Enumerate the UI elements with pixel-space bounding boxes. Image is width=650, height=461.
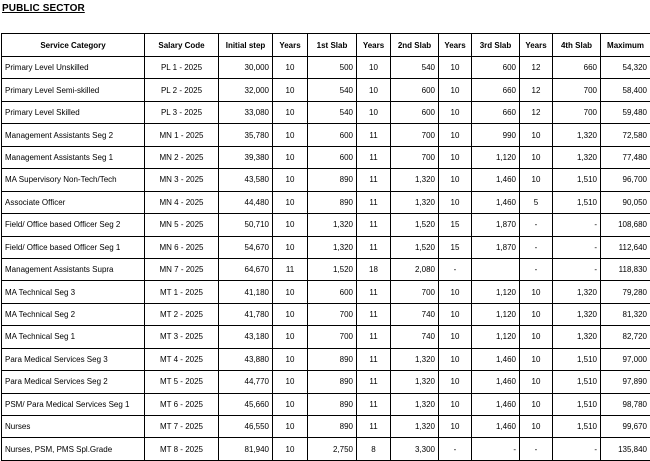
- cell-slab-2: 1,320: [391, 416, 439, 438]
- cell-slab-2: 600: [391, 79, 439, 101]
- cell-years-3: -: [439, 438, 472, 460]
- cell-years-2: 11: [357, 236, 391, 258]
- cell-maximum: 81,320: [601, 303, 650, 325]
- cell-years-1: 10: [273, 79, 308, 101]
- header-4th-slab: 4th Slab: [553, 34, 601, 57]
- cell-slab-3: 1,460: [472, 348, 520, 370]
- cell-initial-step: 43,880: [219, 348, 273, 370]
- cell-years-1: 10: [273, 326, 308, 348]
- cell-slab-3: 1,460: [472, 169, 520, 191]
- cell-service-category: Management Assistants Supra: [2, 258, 145, 280]
- table-row: [2, 79, 650, 101]
- cell-maximum: 97,000: [601, 348, 650, 370]
- cell-slab-4: 1,510: [553, 416, 601, 438]
- cell-service-category: Primary Level Unskilled: [2, 57, 145, 79]
- cell-service-category: Nurses: [2, 416, 145, 438]
- table-body: [2, 57, 650, 461]
- cell-initial-step: 46,550: [219, 416, 273, 438]
- cell-maximum: 96,700: [601, 169, 650, 191]
- table-row: [2, 371, 650, 393]
- header-2nd-slab: 2nd Slab: [391, 34, 439, 57]
- table-row: [2, 214, 650, 236]
- cell-slab-2: 1,520: [391, 214, 439, 236]
- cell-years-4: 10: [520, 146, 553, 168]
- cell-maximum: 90,050: [601, 191, 650, 213]
- cell-years-4: 10: [520, 416, 553, 438]
- cell-years-4: 10: [520, 348, 553, 370]
- cell-salary-code: MT 3 - 2025: [145, 326, 219, 348]
- cell-years-3: 10: [439, 169, 472, 191]
- cell-salary-code: PL 2 - 2025: [145, 79, 219, 101]
- cell-years-4: 12: [520, 57, 553, 79]
- cell-years-1: 10: [273, 303, 308, 325]
- cell-slab-3: 1,120: [472, 326, 520, 348]
- cell-years-4: -: [520, 236, 553, 258]
- cell-maximum: 79,280: [601, 281, 650, 303]
- header-years-2: Years: [357, 34, 391, 57]
- table-row: [2, 281, 650, 303]
- header-1st-slab: 1st Slab: [308, 34, 357, 57]
- table-header-row: [2, 34, 650, 57]
- cell-years-2: 11: [357, 416, 391, 438]
- cell-maximum: 72,580: [601, 124, 650, 146]
- cell-slab-2: 2,080: [391, 258, 439, 280]
- cell-years-2: 11: [357, 191, 391, 213]
- cell-slab-2: 600: [391, 101, 439, 123]
- cell-service-category: PSM/ Para Medical Services Seg 1: [2, 393, 145, 415]
- cell-initial-step: 43,580: [219, 169, 273, 191]
- cell-years-2: 11: [357, 371, 391, 393]
- cell-years-2: 10: [357, 79, 391, 101]
- cell-slab-4: -: [553, 214, 601, 236]
- cell-slab-4: 1,510: [553, 393, 601, 415]
- cell-slab-1: 890: [308, 169, 357, 191]
- cell-slab-4: 1,320: [553, 281, 601, 303]
- cell-slab-3: 1,870: [472, 236, 520, 258]
- cell-slab-2: 540: [391, 57, 439, 79]
- cell-service-category: Management Assistants Seg 1: [2, 146, 145, 168]
- cell-slab-2: 740: [391, 326, 439, 348]
- cell-service-category: Para Medical Services Seg 2: [2, 371, 145, 393]
- cell-years-1: 10: [273, 371, 308, 393]
- cell-initial-step: 54,670: [219, 236, 273, 258]
- cell-years-4: 10: [520, 326, 553, 348]
- cell-years-4: -: [520, 438, 553, 460]
- table-row: [2, 146, 650, 168]
- table-row: [2, 101, 650, 123]
- cell-initial-step: 81,940: [219, 438, 273, 460]
- cell-slab-1: 600: [308, 281, 357, 303]
- cell-years-4: 5: [520, 191, 553, 213]
- header-initial-step: Initial step: [219, 34, 273, 57]
- cell-slab-3: 600: [472, 57, 520, 79]
- salary-table: [1, 33, 650, 461]
- cell-slab-2: 1,320: [391, 371, 439, 393]
- cell-service-category: Management Assistants Seg 2: [2, 124, 145, 146]
- cell-slab-1: 600: [308, 146, 357, 168]
- cell-years-2: 10: [357, 57, 391, 79]
- cell-salary-code: MN 1 - 2025: [145, 124, 219, 146]
- cell-maximum: 82,720: [601, 326, 650, 348]
- table-row: [2, 348, 650, 370]
- cell-salary-code: MN 4 - 2025: [145, 191, 219, 213]
- cell-maximum: 118,830: [601, 258, 650, 280]
- cell-slab-3: 1,460: [472, 393, 520, 415]
- cell-slab-2: 1,520: [391, 236, 439, 258]
- header-salary-code: Salary Code: [145, 34, 219, 57]
- cell-years-4: 10: [520, 393, 553, 415]
- cell-slab-1: 540: [308, 101, 357, 123]
- cell-initial-step: 30,000: [219, 57, 273, 79]
- cell-maximum: 108,680: [601, 214, 650, 236]
- cell-years-4: -: [520, 258, 553, 280]
- cell-initial-step: 41,180: [219, 281, 273, 303]
- cell-years-3: 10: [439, 348, 472, 370]
- cell-slab-1: 2,750: [308, 438, 357, 460]
- cell-years-1: 10: [273, 214, 308, 236]
- cell-slab-3: -: [472, 438, 520, 460]
- cell-service-category: Para Medical Services Seg 3: [2, 348, 145, 370]
- cell-initial-step: 39,380: [219, 146, 273, 168]
- cell-years-3: -: [439, 258, 472, 280]
- table-row: [2, 169, 650, 191]
- cell-years-1: 10: [273, 57, 308, 79]
- cell-years-2: 11: [357, 326, 391, 348]
- cell-initial-step: 43,180: [219, 326, 273, 348]
- header-service-category: Service Category: [2, 34, 145, 57]
- cell-slab-1: 890: [308, 348, 357, 370]
- cell-slab-4: 700: [553, 101, 601, 123]
- cell-years-2: 8: [357, 438, 391, 460]
- table-row: [2, 236, 650, 258]
- cell-years-3: 10: [439, 326, 472, 348]
- cell-salary-code: MT 2 - 2025: [145, 303, 219, 325]
- cell-service-category: MA Technical Seg 2: [2, 303, 145, 325]
- cell-years-2: 11: [357, 393, 391, 415]
- cell-slab-2: 700: [391, 124, 439, 146]
- cell-years-2: 11: [357, 348, 391, 370]
- cell-service-category: MA Technical Seg 1: [2, 326, 145, 348]
- table-row: [2, 57, 650, 79]
- table-row: [2, 124, 650, 146]
- cell-slab-2: 700: [391, 281, 439, 303]
- cell-slab-4: 1,320: [553, 303, 601, 325]
- cell-years-1: 10: [273, 348, 308, 370]
- cell-years-4: 10: [520, 124, 553, 146]
- cell-years-4: 10: [520, 303, 553, 325]
- cell-slab-2: 700: [391, 146, 439, 168]
- header-maximum: Maximum: [601, 34, 650, 57]
- cell-slab-1: 500: [308, 57, 357, 79]
- cell-maximum: 98,780: [601, 393, 650, 415]
- cell-salary-code: MT 8 - 2025: [145, 438, 219, 460]
- cell-slab-3: [472, 258, 520, 280]
- cell-slab-3: 1,120: [472, 303, 520, 325]
- cell-maximum: 99,670: [601, 416, 650, 438]
- cell-salary-code: MN 2 - 2025: [145, 146, 219, 168]
- cell-years-4: 10: [520, 371, 553, 393]
- cell-slab-4: 1,510: [553, 191, 601, 213]
- cell-service-category: Associate Officer: [2, 191, 145, 213]
- cell-years-3: 10: [439, 371, 472, 393]
- cell-initial-step: 35,780: [219, 124, 273, 146]
- cell-years-4: 10: [520, 169, 553, 191]
- cell-salary-code: MN 3 - 2025: [145, 169, 219, 191]
- cell-slab-4: 1,320: [553, 124, 601, 146]
- cell-years-1: 10: [273, 169, 308, 191]
- cell-slab-4: 1,320: [553, 146, 601, 168]
- table-row: [2, 326, 650, 348]
- cell-years-3: 10: [439, 393, 472, 415]
- cell-slab-1: 700: [308, 326, 357, 348]
- cell-salary-code: MT 5 - 2025: [145, 371, 219, 393]
- cell-years-3: 10: [439, 191, 472, 213]
- cell-slab-2: 1,320: [391, 348, 439, 370]
- cell-years-1: 10: [273, 393, 308, 415]
- table-row: [2, 191, 650, 213]
- cell-years-2: 11: [357, 146, 391, 168]
- cell-years-3: 10: [439, 57, 472, 79]
- cell-years-3: 10: [439, 124, 472, 146]
- cell-years-1: 10: [273, 236, 308, 258]
- header-years-4: Years: [520, 34, 553, 57]
- cell-years-2: 18: [357, 258, 391, 280]
- table-row: [2, 416, 650, 438]
- cell-slab-4: -: [553, 236, 601, 258]
- cell-slab-1: 540: [308, 79, 357, 101]
- table-row: [2, 438, 650, 460]
- cell-initial-step: 44,480: [219, 191, 273, 213]
- header-years-1: Years: [273, 34, 308, 57]
- cell-slab-1: 890: [308, 416, 357, 438]
- cell-slab-3: 1,460: [472, 416, 520, 438]
- cell-initial-step: 45,660: [219, 393, 273, 415]
- cell-initial-step: 50,710: [219, 214, 273, 236]
- cell-salary-code: MT 6 - 2025: [145, 393, 219, 415]
- cell-slab-2: 740: [391, 303, 439, 325]
- cell-years-3: 15: [439, 236, 472, 258]
- table-row: [2, 303, 650, 325]
- cell-years-1: 10: [273, 146, 308, 168]
- cell-slab-2: 3,300: [391, 438, 439, 460]
- cell-slab-3: 1,460: [472, 191, 520, 213]
- cell-service-category: Primary Level Semi-skilled: [2, 79, 145, 101]
- cell-slab-4: 1,320: [553, 326, 601, 348]
- cell-initial-step: 32,000: [219, 79, 273, 101]
- cell-slab-3: 1,120: [472, 281, 520, 303]
- cell-maximum: 59,480: [601, 101, 650, 123]
- cell-years-3: 10: [439, 101, 472, 123]
- cell-maximum: 58,400: [601, 79, 650, 101]
- cell-maximum: 77,480: [601, 146, 650, 168]
- cell-salary-code: MN 7 - 2025: [145, 258, 219, 280]
- cell-years-1: 10: [273, 101, 308, 123]
- cell-maximum: 135,840: [601, 438, 650, 460]
- cell-slab-4: 1,510: [553, 348, 601, 370]
- cell-years-1: 10: [273, 124, 308, 146]
- cell-years-2: 11: [357, 124, 391, 146]
- cell-years-1: 10: [273, 191, 308, 213]
- cell-maximum: 54,320: [601, 57, 650, 79]
- cell-initial-step: 33,080: [219, 101, 273, 123]
- cell-slab-3: 1,870: [472, 214, 520, 236]
- cell-years-1: 10: [273, 416, 308, 438]
- cell-years-3: 15: [439, 214, 472, 236]
- page-title: PUBLIC SECTOR: [2, 3, 85, 14]
- cell-service-category: Primary Level Skilled: [2, 101, 145, 123]
- cell-years-4: 12: [520, 79, 553, 101]
- cell-slab-4: -: [553, 438, 601, 460]
- cell-years-1: 11: [273, 258, 308, 280]
- cell-years-3: 10: [439, 281, 472, 303]
- cell-initial-step: 64,670: [219, 258, 273, 280]
- table-row: [2, 258, 650, 280]
- cell-maximum: 112,640: [601, 236, 650, 258]
- table-row: [2, 393, 650, 415]
- cell-slab-1: 890: [308, 191, 357, 213]
- cell-slab-4: 700: [553, 79, 601, 101]
- cell-slab-4: 1,510: [553, 169, 601, 191]
- cell-years-2: 11: [357, 303, 391, 325]
- cell-salary-code: MN 6 - 2025: [145, 236, 219, 258]
- cell-years-2: 10: [357, 101, 391, 123]
- cell-years-1: 10: [273, 438, 308, 460]
- cell-salary-code: PL 1 - 2025: [145, 57, 219, 79]
- cell-service-category: MA Supervisory Non-Tech/Tech: [2, 169, 145, 191]
- cell-salary-code: MT 7 - 2025: [145, 416, 219, 438]
- cell-salary-code: MT 1 - 2025: [145, 281, 219, 303]
- cell-slab-3: 660: [472, 79, 520, 101]
- cell-years-2: 11: [357, 214, 391, 236]
- cell-service-category: Nurses, PSM, PMS Spl.Grade: [2, 438, 145, 460]
- cell-slab-4: -: [553, 258, 601, 280]
- cell-salary-code: PL 3 - 2025: [145, 101, 219, 123]
- cell-slab-4: 660: [553, 57, 601, 79]
- header-3rd-slab: 3rd Slab: [472, 34, 520, 57]
- cell-slab-3: 990: [472, 124, 520, 146]
- cell-years-4: 10: [520, 281, 553, 303]
- cell-years-3: 10: [439, 416, 472, 438]
- cell-slab-1: 600: [308, 124, 357, 146]
- cell-slab-4: 1,510: [553, 371, 601, 393]
- cell-slab-1: 700: [308, 303, 357, 325]
- cell-slab-3: 1,120: [472, 146, 520, 168]
- cell-initial-step: 41,780: [219, 303, 273, 325]
- cell-years-3: 10: [439, 303, 472, 325]
- cell-years-1: 10: [273, 281, 308, 303]
- cell-slab-3: 660: [472, 101, 520, 123]
- cell-maximum: 97,890: [601, 371, 650, 393]
- cell-initial-step: 44,770: [219, 371, 273, 393]
- cell-slab-1: 890: [308, 393, 357, 415]
- cell-years-2: 11: [357, 281, 391, 303]
- cell-slab-2: 1,320: [391, 393, 439, 415]
- cell-slab-2: 1,320: [391, 169, 439, 191]
- cell-slab-1: 1,520: [308, 258, 357, 280]
- header-years-3: Years: [439, 34, 472, 57]
- cell-slab-1: 1,320: [308, 236, 357, 258]
- cell-salary-code: MN 5 - 2025: [145, 214, 219, 236]
- cell-years-4: -: [520, 214, 553, 236]
- cell-years-3: 10: [439, 79, 472, 101]
- cell-slab-1: 1,320: [308, 214, 357, 236]
- cell-service-category: MA Technical Seg 3: [2, 281, 145, 303]
- cell-service-category: Field/ Office based Officer Seg 2: [2, 214, 145, 236]
- cell-years-3: 10: [439, 146, 472, 168]
- cell-years-2: 11: [357, 169, 391, 191]
- cell-slab-2: 1,320: [391, 191, 439, 213]
- cell-salary-code: MT 4 - 2025: [145, 348, 219, 370]
- cell-slab-3: 1,460: [472, 371, 520, 393]
- cell-years-4: 12: [520, 101, 553, 123]
- cell-service-category: Field/ Office based Officer Seg 1: [2, 236, 145, 258]
- cell-slab-1: 890: [308, 371, 357, 393]
